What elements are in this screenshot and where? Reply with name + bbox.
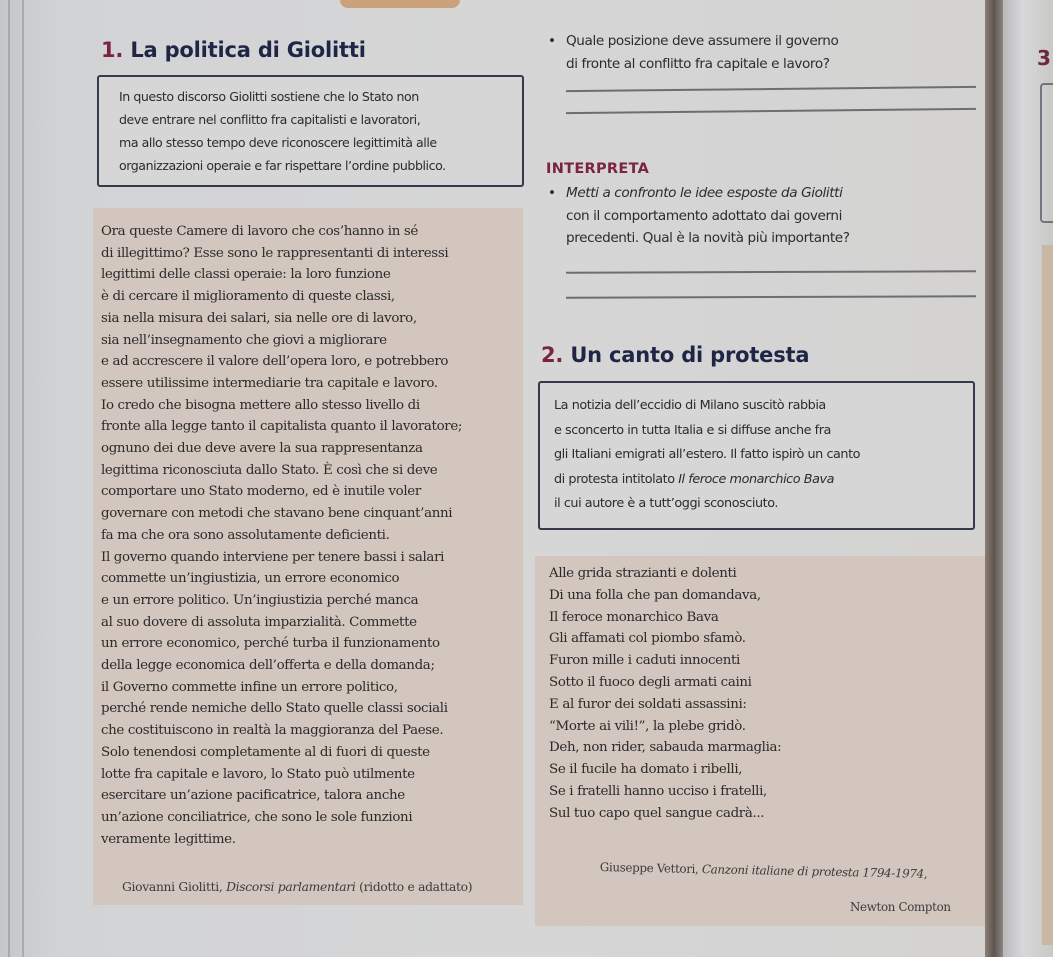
speech-line: governare con metodi che stavano bene cinquant’anni <box>101 506 453 522</box>
section1-intro-box <box>97 75 524 187</box>
bullet-icon: • <box>548 33 556 49</box>
speech-line: Il governo quando interviene per tenere bassi i salari <box>101 549 445 565</box>
speech-line: sia nell’insegnamento che giovi a migliorare <box>101 332 387 348</box>
poem-line: Sotto il fuoco degli armati caini <box>549 674 752 690</box>
answer-line-q1-1[interactable] <box>566 86 976 92</box>
poem-line: Il feroce monarchico Bava <box>549 609 719 625</box>
speech-line: un’azione conciliatrice, che sono le sole funzioni <box>101 809 413 825</box>
poem-line: Furon mille i caduti innocenti <box>549 653 740 669</box>
speech-line: al suo dovere di assoluta imparzialità. Commette <box>101 614 417 630</box>
section1-title-text: La politica di Giolitti <box>130 38 366 62</box>
question-1 <box>548 30 966 75</box>
intro-line: deve entrare nel conflitto fra capitalisti e lavoratori, <box>119 112 421 127</box>
speech-line: veramente legittime. <box>101 831 236 847</box>
citation-author: Giuseppe Vettori, <box>599 860 703 877</box>
intro-line <box>554 468 963 493</box>
section2-title-text: Un canto di protesta <box>570 343 810 367</box>
speech-line: un errore economico, perché turba il funzionamento <box>101 636 440 652</box>
poem-line: E al furor dei soldati assassini: <box>549 696 747 712</box>
speech-line: il Governo commette infine un errore politico, <box>101 679 398 695</box>
speech-line: è di cercare il miglioramento di queste classi, <box>101 289 395 305</box>
poem-line: Se il fucile ha domato i ribelli, <box>549 762 743 778</box>
section2-title <box>541 343 809 367</box>
giolitti-citation <box>122 880 472 894</box>
speech-line: e ad accrescere il valore dell’opera loro, e potrebbero <box>101 354 449 370</box>
section1-number: 1. <box>101 38 124 62</box>
next-page-box <box>1040 83 1053 223</box>
bullet-icon: • <box>548 185 556 201</box>
intro-line: gli Italiani emigrati all’estero. Il fatto ispirò un canto <box>554 447 861 462</box>
poem-line: Gli affamati col piombo sfamò. <box>549 631 746 647</box>
speech-line: Ora queste Camere di lavoro che cos’hanno in sé <box>101 224 419 239</box>
intro-line: organizzazioni operaie e far rispettare l’ordine pubblico. <box>119 158 446 173</box>
speech-line: che costituiscono in realtà la maggioranza del Paese. <box>101 723 444 739</box>
speech-line: lotte fra capitale e lavoro, lo Stato può utilmente <box>101 766 415 782</box>
poem-line: Se i fratelli hanno ucciso i fratelli, <box>549 783 767 799</box>
giolitti-speech-excerpt <box>93 208 523 905</box>
page-top-edge <box>340 0 460 8</box>
speech-line: Io credo che bisogna mettere allo stesso livello di <box>101 397 420 413</box>
poem-line: “Morte ai vili!”, la plebe gridò. <box>549 718 746 734</box>
question-line: Quale posizione deve assumere il governo <box>566 33 839 49</box>
question-2 <box>548 182 966 250</box>
question-line: precedenti. Qual è la novità più importante? <box>566 230 850 246</box>
next-page-source-box <box>1042 245 1053 945</box>
speech-line: di illegittimo? Esse sono le rappresentanti di interessi <box>101 245 449 261</box>
poem-line: Deh, non rider, sabauda marmaglia: <box>549 740 782 756</box>
speech-line: commette un’ingiustizia, un errore economico <box>101 571 400 587</box>
speech-line: Solo tenendosi completamente al di fuori di queste <box>101 744 430 760</box>
poem-line: Alle grida strazianti e dolenti <box>549 566 737 581</box>
speech-line: sia nella misura dei salari, sia nelle ore di lavoro, <box>101 310 417 326</box>
intro-line: La notizia dell’eccidio di Milano suscitò rabbia <box>554 398 826 413</box>
interpreta-label: INTERPRETA <box>546 161 650 177</box>
section1-title <box>101 38 366 62</box>
margin-line <box>22 0 24 957</box>
song-title: Il feroce monarchico Bava <box>678 471 834 487</box>
speech-line: fa ma che ora sono assolutamente deficienti. <box>101 527 390 543</box>
citation-work: Canzoni italiane di protesta 1794-1974 <box>701 862 924 881</box>
citation-author: Giovanni Giolitti, <box>122 880 227 894</box>
speech-line: perché rende nemiche dello Stato quelle classi sociali <box>101 701 448 717</box>
speech-line: e un errore politico. Un’ingiustizia perché manca <box>101 592 419 608</box>
intro-line: il cui autore è a tutt’oggi sconosciuto. <box>554 496 778 511</box>
next-page-number: 3 <box>1037 46 1051 70</box>
speech-line: esercitare un’azione pacificatrice, talora anche <box>101 788 405 804</box>
book-spine <box>985 0 1003 957</box>
speech-line: fronte alla legge tanto il capitalista quanto il lavoratore; <box>101 419 463 435</box>
answer-line-q1-2[interactable] <box>566 108 976 114</box>
speech-line: essere utilissime intermediarie tra capitale e lavoro. <box>101 375 438 391</box>
citation-suffix: , <box>923 866 928 881</box>
speech-line: legittimi delle classi operaie: la loro funzione <box>101 267 391 283</box>
question-line: di fronte al conflitto fra capitale e lavoro? <box>566 55 830 72</box>
intro-line: In questo discorso Giolitti sostiene che lo Stato non <box>119 89 419 104</box>
speech-line: ognuno dei due deve avere la sua rappresentanza <box>101 441 423 457</box>
intro-line: e sconcerto in tutta Italia e si diffuse anche fra <box>554 422 831 438</box>
question-line: Metti a confronto le idee esposte da Giolitti <box>566 185 843 201</box>
answer-line-q2-1[interactable] <box>566 270 976 273</box>
intro-line: ma allo stesso tempo deve riconoscere legittimità alle <box>119 135 437 150</box>
poem-line: Sul tuo capo quel sangue cadrà... <box>549 805 765 821</box>
intro-text: di protesta intitolato <box>554 471 679 487</box>
answer-line-q2-2[interactable] <box>566 295 976 298</box>
citation-note: (ridotto e adattato) <box>355 880 473 894</box>
section2-number: 2. <box>541 343 564 367</box>
margin-line <box>8 0 10 957</box>
poem-line: Di una folla che pan domandava, <box>549 587 761 603</box>
speech-line: della legge economica dell’offerta e della domanda; <box>101 658 435 674</box>
citation-work: Discorsi parlamentari <box>226 880 356 894</box>
question-line: con il comportamento adottato dai governi <box>566 207 843 224</box>
song-publisher: Newton Compton <box>850 900 951 914</box>
section2-intro-box <box>538 381 975 530</box>
speech-line: legittima riconosciuta dallo Stato. È così che si deve <box>101 462 438 478</box>
speech-line: comportare uno Stato moderno, ed è inutile voler <box>101 484 421 500</box>
